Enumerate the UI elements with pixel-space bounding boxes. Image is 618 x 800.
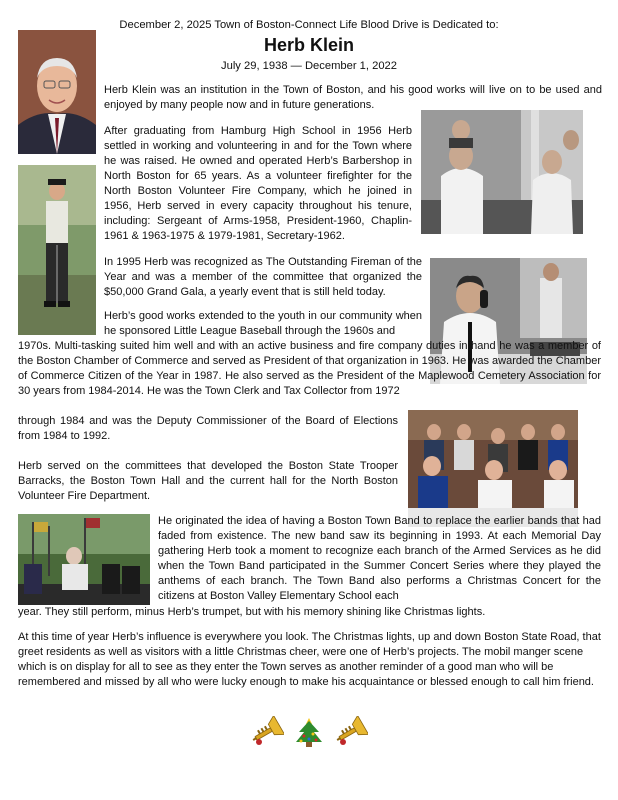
youth-paragraph-start: Herb’s good works extended to the youth in our community when he sponsored Little League Baseball through the 1960s and [104,310,422,337]
town-band-paragraph-start: He originated the idea of having a Boston Town Band to replace the earlier bands that had faded from existence. The new band saw its beginning in 1993. At each Memorial Day gathering Herb took a moment to recognize each branch of the Armed Services as he did when the Town Band participated in the Summer Concert Series where they played the anthems of each branch. The Town Band also performs a Christmas Concert for the citizens at Boston Valley Elementary School each [158,515,601,602]
christmas-tree-icon [292,716,326,748]
page-title: Herb Klein [263,35,355,55]
portrait-photo [18,30,96,154]
committee-group-photo [408,410,578,527]
barbershop-photo [421,110,583,234]
town-band-photo [18,514,150,605]
chamber-paragraph: 1970s. Multi-tasking suited him well and with an active business and fire company duties in hand he was a member of the Boston Chamber of Commerce and served as President of that organization in 1963. He was awarded the Chamber of Commerce Citizen of the Year in 1987. He also served as the President of the Maplewood Cemetery Association for 30 years from 1984-2014. He was the Town Clerk and Tax Collector from 1972 [18,340,601,397]
uniform-photo [18,165,96,335]
intro-paragraph: Herb Klein was an institution in the Town of Boston, and his good works will live on to be used and enjoyed by many people now and in future generations. [104,84,602,111]
town-band-paragraph-end: year. They still perform, minus Herb’s trumpet, but with his memory shining like Christmas lights. [18,606,486,618]
career-paragraph: After graduating from Hamburg High School in 1956 Herb settled in working and volunteering in and for the Town where he was raised. He owned and operated Herb’s Barbershop in North Boston for 65 years. As a volunteer firefighter for the North Boston Volunteer Fire Company, which he joined in 1956, Herb served in every capacity throughout his tenure, including: Sergeant of Arms-1958, President-1960, Chaplin-1961 & 1963-1975 & 1979-1981, Secretary-1962. [104,125,412,242]
life-dates: July 29, 1938 — December 1, 2022 [221,60,397,72]
trumpet-icon [250,716,284,748]
christmas-paragraph: At this time of year Herb’s influence is everywhere you look. The Christmas lights, up and down Boston State Road, that greet residents as well as visitors with a little Christmas cheer, were one of Herb’s projects. The mobil manger scene which is on display for all to see as they enter the Town serves as another reminder of a good man who will be remembered and missed by all who were lucky enough to make his acquaintance or blessed enough to call him friend. [18,631,601,688]
trumpet-icon [334,716,368,748]
town-clerk-paragraph: through 1984 and was the Deputy Commissioner of the Board of Elections from 1984 to 1992. [18,415,398,442]
dedication-line: December 2, 2025 Town of Boston-Connect Life Blood Drive is Dedicated to: [119,19,499,31]
decoration-row [0,716,618,748]
committees-paragraph: Herb served on the committees that developed the Boston State Trooper Barracks, the Boston Town Hall and the current hall for the North Boston Volunteer Fire Department. [18,460,398,502]
fireman-award-paragraph: In 1995 Herb was recognized as The Outstanding Fireman of the Year and was a member of the committee that organized the $50,000 Grand Gala, a yearly event that is still held today. [104,256,422,298]
